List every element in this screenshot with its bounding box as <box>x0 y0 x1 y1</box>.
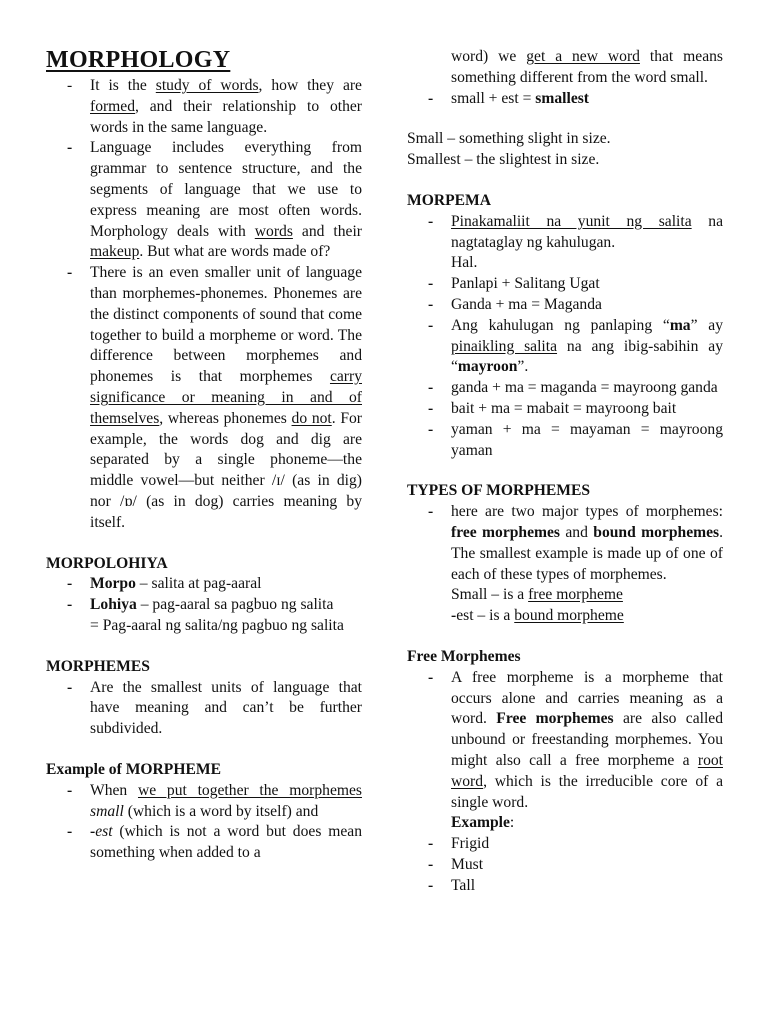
continuation-text: -est – is a bound morpheme <box>451 607 624 625</box>
list-item: - Frigid <box>428 835 490 853</box>
page-title: MORPHOLOGY <box>46 47 231 73</box>
morpema-section <box>407 191 723 461</box>
list-item: - Language includes everything from grammar to sentence structure, and the segments of language that we use to express meaning are most often words. Morphology deals with words and their makeup. But what are words made of? <box>67 139 362 261</box>
right-column <box>407 47 723 896</box>
section-heading: MORPOLOHIYA <box>46 554 168 572</box>
list-item: - Are the smallest units of language that have meaning and can’t be further subdivided. <box>67 678 362 738</box>
continuation-text: = Pag-aaral ng salita/ng pagbuo ng salita <box>90 616 344 634</box>
types-section <box>407 481 723 627</box>
definitions <box>407 129 723 171</box>
list-item: - Ang kahulugan ng panlaping “ma” ay pinaikling salita na ang ibig-sabihin ay “mayroon”. <box>428 316 723 376</box>
list-item: - Must <box>428 855 484 873</box>
section-heading: Example of MORPHEME <box>46 760 221 778</box>
definition-line: Smallest – the slightest in size. <box>407 151 600 169</box>
list-item: - Morpo – salita at pag-aaral <box>67 575 262 593</box>
intro-list <box>46 76 362 534</box>
morpolohiya-section <box>46 554 362 637</box>
list-item: - bait + ma = mabait = mayroong bait <box>428 399 677 417</box>
list-item: - Panlapi + Salitang Ugat <box>428 275 600 293</box>
list-item: - Pinakamaliit na yunit ng salita na nagtataglay ng kahulugan. <box>428 212 723 251</box>
list-item: - It is the study of words, how they are formed, and their relationship to other words in the same language. <box>67 77 362 136</box>
list-item: - ganda + ma = maganda = mayroong ganda <box>428 379 718 397</box>
free-morphemes-section <box>407 647 723 897</box>
section-heading: TYPES OF MORPHEMES <box>407 482 591 500</box>
list-item: - -est (which is not a word but does mean something when added to a <box>67 823 362 862</box>
list-item: - here are two major types of morphemes: free morphemes and bound morphemes. The smallest example is made up of one of each of these types of morphemes. <box>428 503 724 583</box>
example-section <box>46 760 362 864</box>
section-heading: Free Morphemes <box>407 647 521 665</box>
list-item: - When we put together the morphemes small (which is a word by itself) and <box>67 781 362 820</box>
section-heading: MORPHEMES <box>46 657 150 675</box>
list-item: - yaman + ma = mayaman = mayroong yaman <box>428 420 723 459</box>
list-item: - small + est = smallest <box>428 89 589 107</box>
continuation-text: Example: <box>451 814 515 832</box>
left-column <box>46 46 362 864</box>
section-heading: MORPEMA <box>407 191 492 209</box>
list-item: - A free morpheme is a morpheme that occurs alone and carries meaning as a word. Free morphemes are also called unbound or freestanding morphemes. You might also call a free morpheme a root word, which is the irreducible core of a single word. <box>428 668 724 811</box>
list-item: - Ganda + ma = Maganda <box>428 295 602 313</box>
list-item: - Tall <box>428 876 476 894</box>
definition-line: Small – something slight in size. <box>407 130 611 148</box>
continuation-text: Hal. <box>451 254 478 272</box>
list-item: - There is an even smaller unit of language than morphemes-phonemes. Phonemes are the distinct components of sound that come together to build a morpheme or word. The difference between morphemes and phonemes is that morphemes carry significance or meaning in and of themselves, whereas phonemes do not. For example, the words dog and dig are separated by a single phoneme—the middle vowel—but neither /ɪ/ (as in dig) nor /ɒ/ (as in dog) carries meaning by itself. <box>67 264 362 531</box>
morphemes-section <box>46 657 362 740</box>
continuation-text: Small – is a free morpheme <box>451 586 623 604</box>
continuation-text: word) we get a new word that means something different from the word small. <box>451 48 723 86</box>
list-item: - Lohiya – pag-aaral sa pagbuo ng salita <box>67 596 334 614</box>
